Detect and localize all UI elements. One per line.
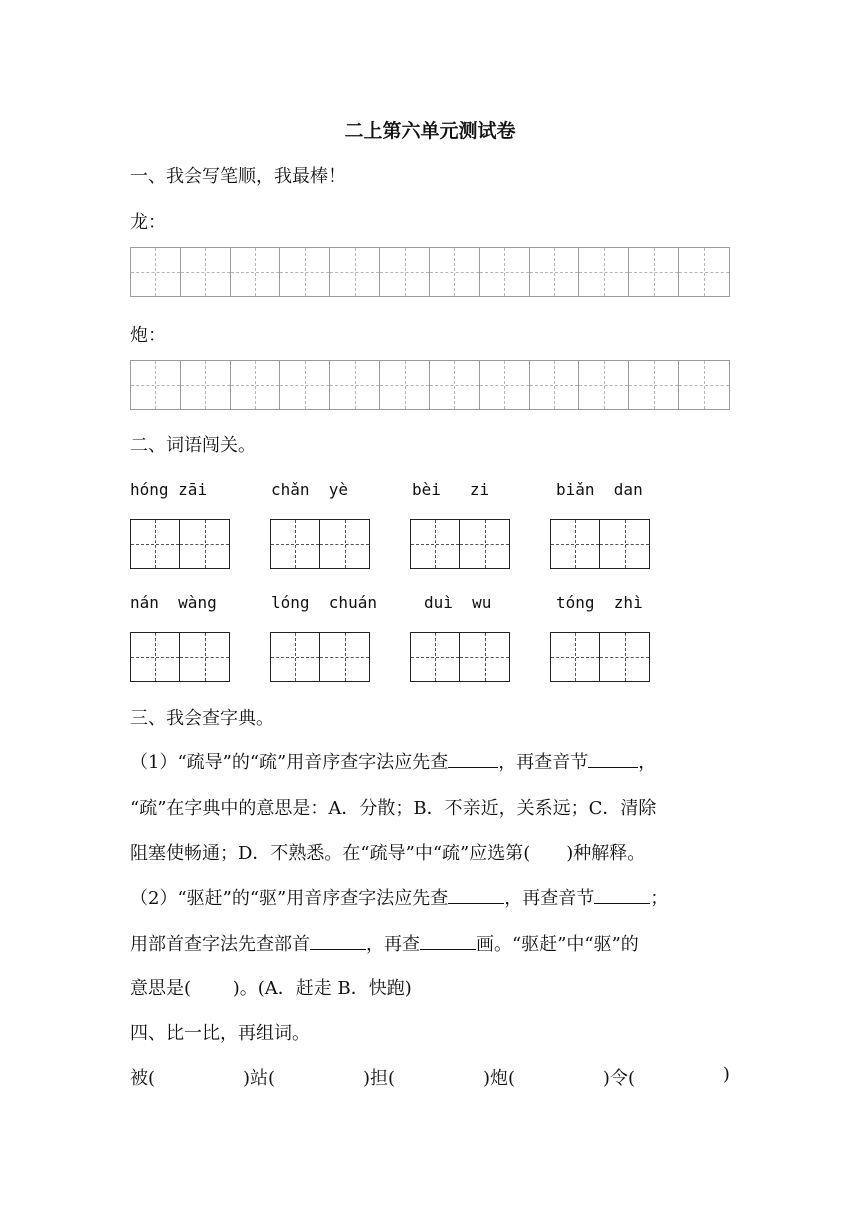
stroke-grid-1[interactable]	[130, 247, 730, 297]
pinyin-4: biǎn dan	[556, 480, 643, 499]
tian-box-6[interactable]	[270, 632, 370, 682]
section-4-heading: 四、比一比，再组词。	[130, 1023, 310, 1044]
blank-q2-syllable[interactable]	[594, 885, 650, 904]
word-item: 被(	[130, 1068, 156, 1089]
section-2-heading: 二、词语闯关。	[130, 435, 256, 456]
page-title: 二上第六单元测试卷	[344, 120, 516, 142]
blank-q1-syllable[interactable]	[588, 749, 638, 768]
pinyin-7: duì wu	[424, 593, 492, 612]
q1-line-3: 阻塞使畅通；D．不熟悉。在“疏导”中“疏”应选第( )种解释。	[130, 843, 646, 864]
blank-q2-letter[interactable]	[448, 885, 504, 904]
blank-q2-strokes[interactable]	[420, 931, 476, 950]
pinyin-2: chǎn yè	[271, 480, 349, 499]
q2-line-1: （2）“驱赶”的“驱”用音序查字法应先查 ，再查音节 ；	[130, 884, 668, 910]
q2-line-3: 意思是( )。(A．赶走 B．快跑)	[130, 978, 412, 999]
word-item: )炮(	[482, 1068, 515, 1089]
pinyin-6: lóng chuán	[271, 593, 377, 612]
word-item: )令(	[602, 1068, 635, 1089]
stroke-grid-2[interactable]	[130, 360, 730, 410]
tian-box-5[interactable]	[130, 632, 230, 682]
tian-box-1[interactable]	[130, 519, 230, 569]
blank-q1-letter[interactable]	[448, 749, 498, 768]
tian-box-4[interactable]	[550, 519, 650, 569]
blank-q2-radical[interactable]	[310, 931, 366, 950]
pinyin-1: hóng zāi	[130, 480, 208, 499]
section-1-heading: 一、我会写笔顺，我最棒！	[130, 166, 346, 187]
tian-box-7[interactable]	[410, 632, 510, 682]
pinyin-5: nán wàng	[130, 593, 217, 612]
word-item: )担(	[362, 1068, 395, 1089]
tian-box-8[interactable]	[550, 632, 650, 682]
tian-box-3[interactable]	[410, 519, 510, 569]
pinyin-8: tóng zhì	[556, 593, 643, 612]
tian-box-2[interactable]	[270, 519, 370, 569]
word-item: )站(	[242, 1068, 276, 1089]
section-3-heading: 三、我会查字典。	[130, 708, 274, 729]
stroke-char-label-1: 龙：	[130, 212, 166, 233]
q1-line-2: “疏”在字典中的意思是：A．分散；B．不亲近，关系远；C．清除	[130, 798, 657, 819]
compare-words-row	[130, 1064, 730, 1090]
q1-line-1: （1）“疏导”的“疏”用音序查字法应先查 ，再查音节 ，	[130, 748, 656, 774]
pinyin-3: bèi zi	[412, 480, 490, 499]
stroke-char-label-2: 炮：	[130, 325, 166, 346]
q2-line-2: 用部首查字法先查部首 ，再查 画。“驱赶”中“驱”的	[130, 930, 639, 956]
word-item: )	[722, 1064, 730, 1085]
